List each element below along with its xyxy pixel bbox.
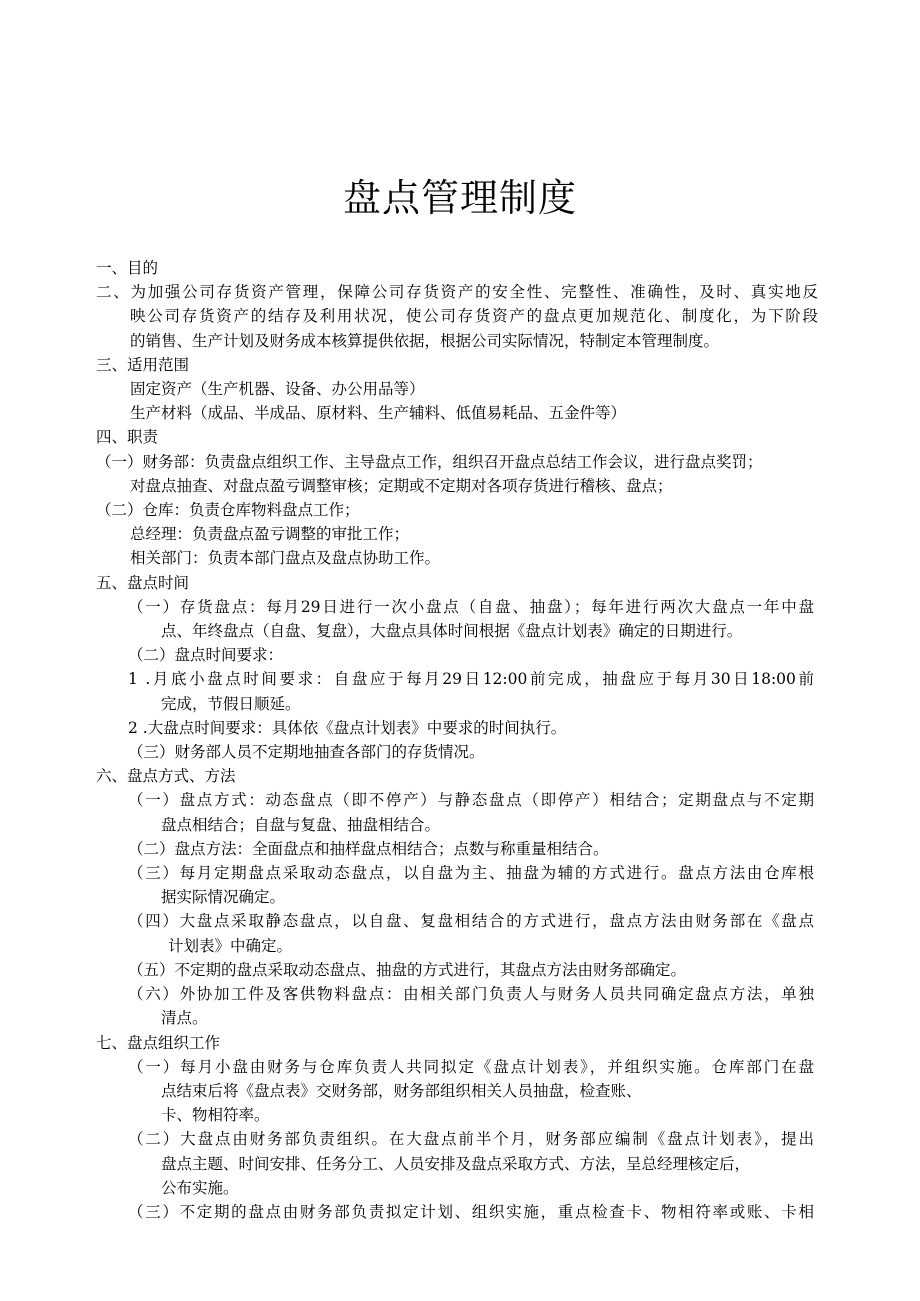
section-heading-methods: 六、盘点方式、方法: [96, 767, 236, 786]
organization-item-continued: 卡、物相符率。: [161, 1106, 270, 1125]
organization-item-continued: 点结束后将《盘点表》交财务部，财务部组织相关人员抽盘，检查账、: [161, 1081, 642, 1100]
organization-item: （一）每月小盘由财务与仓库负责人共同拟定《盘点计划表》，并组织实施。仓库部门在盘: [128, 1057, 814, 1076]
organization-item: （三）不定期的盘点由财务部负责拟定计划、组织实施，重点检查卡、物相符率或账、卡相: [128, 1202, 814, 1221]
section-heading-scope: 三、适用范围: [96, 355, 190, 374]
time-subitem-continued: 完成，节假日顺延。: [161, 694, 301, 713]
paragraph-line: 二、为加强公司存货资产管理，保障公司存货资产的安全性、完整性、准确性，及时、真实地反: [96, 283, 818, 302]
method-item-continued: 据实际情况确定。: [161, 888, 286, 907]
duty-item: 总经理：负责盘点盈亏调整的审批工作；: [130, 525, 410, 544]
section-heading-purpose: 一、目的: [96, 259, 159, 277]
method-item: （一）盘点方式：动态盘点（即不停产）与静态盘点（即停产）相结合；定期盘点与不定期: [128, 791, 814, 810]
organization-item: （二）大盘点由财务部负责组织。在大盘点前半个月，财务部应编制《盘点计划表》，提出: [128, 1130, 814, 1149]
method-item-continued: 清点。: [161, 1009, 208, 1028]
method-item: （六）外协加工件及客供物料盘点：由相关部门负责人与财务人员共同确定盘点方法，单独: [128, 985, 814, 1004]
duty-item: 相关部门：负责本部门盘点及盘点协助工作。: [130, 549, 441, 568]
method-item: （四）大盘点采取静态盘点，以自盘、复盘相结合的方式进行，盘点方法由财务部在《盘点: [128, 912, 814, 931]
duty-item: （一）财务部：负责盘点组织工作、主导盘点工作，组织召开盘点总结工作会议，进行盘点奖罚；: [96, 452, 763, 471]
time-item: （一）存货盘点：每月29日进行一次小盘点（自盘、抽盘）；每年进行两次大盘点一年中盘: [128, 597, 814, 616]
method-item-continued: 计划表》中确定。: [168, 936, 293, 955]
document-title: 盘点管理制度: [342, 176, 577, 220]
time-subitem: 1 .月底小盘点时间要求：自盘应于每月29日12:00前完成，抽盘应于每月30日18:00前: [128, 670, 814, 689]
time-item-continued: 点、年终盘点（自盘、复盘），大盘点具体时间根据《盘点计划表》确定的日期进行。: [161, 622, 743, 641]
time-item: （二）盘点时间要求：: [128, 646, 284, 665]
document-body: [0, 256, 920, 1224]
paragraph-line: 的销售、生产计划及财务成本核算提供依据，根据公司实际情况，特制定本管理制度。: [130, 331, 720, 350]
method-item: （五）不定期的盘点采取动态盘点、抽盘的方式进行，其盘点方法由财务部确定。: [128, 960, 687, 979]
section-heading-time: 五、盘点时间: [96, 573, 190, 592]
duty-item: （二）仓库：负责仓库物料盘点工作；: [96, 501, 360, 520]
time-item: （三）财务部人员不定期地抽查各部门的存货情况。: [128, 743, 485, 762]
paragraph-line: 映公司存货资产的结存及利用状况，使公司存货资产的盘点更加规范化、制度化，为下阶段: [130, 307, 818, 326]
organization-item-continued: 公布实施。: [161, 1178, 239, 1197]
time-subitem: 2 .大盘点时间要求：具体依《盘点计划表》中要求的时间执行。: [128, 718, 567, 737]
method-item-continued: 盘点相结合；自盘与复盘、抽盘相结合。: [161, 815, 441, 834]
duty-item-continued: 对盘点抽查、对盘点盈亏调整审核；定期或不定期对各项存货进行稽核、盘点；: [130, 476, 673, 495]
section-heading-organization: 七、盘点组织工作: [96, 1033, 221, 1052]
method-item: （三）每月定期盘点采取动态盘点，以自盘为主、抽盘为辅的方式进行。盘点方法由仓库根: [128, 864, 814, 883]
organization-item-continued: 盘点主题、时间安排、任务分工、人员安排及盘点采取方式、方法，呈总经理核定后，: [161, 1154, 751, 1173]
method-item: （二）盘点方法：全面盘点和抽样盘点相结合；点数与称重量相结合。: [128, 839, 609, 858]
scope-item: 固定资产（生产机器、设备、办公用品等）: [130, 380, 425, 399]
section-heading-duties: 四、职责: [96, 428, 159, 447]
scope-item: 生产材料（成品、半成品、原材料、生产辅料、低值易耗品、五金件等）: [130, 404, 627, 423]
